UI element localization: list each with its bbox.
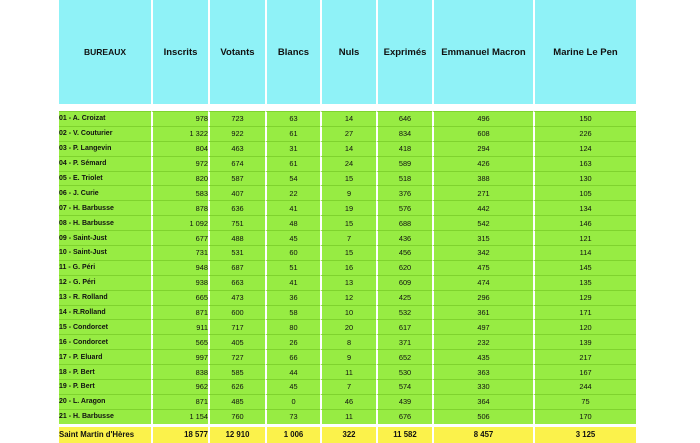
cell-bureau: 08 - H. Barbusse [59,215,151,230]
cell-le-pen: 167 [533,364,636,379]
header-row [59,0,636,104]
cell-inscrits: 997 [151,349,208,364]
table-row [59,275,636,290]
cell-exprimes: 532 [376,305,432,320]
cell-exprimes: 646 [376,111,432,126]
cell-votants: 723 [208,111,265,126]
cell-macron: 232 [432,334,533,349]
cell-blancs: 66 [265,349,320,364]
cell-inscrits: 948 [151,260,208,275]
cell-exprimes: 617 [376,319,432,334]
cell-blancs: 41 [265,275,320,290]
cell-votants: 922 [208,126,265,141]
cell-exprimes: 576 [376,200,432,215]
cell-le-pen: 170 [533,409,636,424]
table-row [59,260,636,275]
cell-macron: 271 [432,185,533,200]
cell-inscrits: 978 [151,111,208,126]
cell-macron: 506 [432,409,533,424]
cell-nuls: 7 [320,230,376,245]
cell-inscrits: 1 322 [151,126,208,141]
cell-exprimes: 371 [376,334,432,349]
cell-nuls: 13 [320,275,376,290]
table-row [59,379,636,394]
cell-blancs: 44 [265,364,320,379]
cell-macron: 315 [432,230,533,245]
cell-nuls: 15 [320,171,376,186]
cell-votants: 600 [208,305,265,320]
cell-le-pen: 139 [533,334,636,349]
cell-macron: 435 [432,349,533,364]
cell-nuls: 9 [320,349,376,364]
cell-blancs: 41 [265,200,320,215]
header-bureaux: BUREAUX [59,0,151,104]
table-row [59,171,636,186]
cell-inscrits: 962 [151,379,208,394]
cell-votants: 717 [208,319,265,334]
cell-bureau: 03 - P. Langevin [59,141,151,156]
cell-inscrits: 938 [151,275,208,290]
cell-blancs: 0 [265,394,320,409]
cell-exprimes: 456 [376,245,432,260]
cell-bureau: 02 - V. Couturier [59,126,151,141]
cell-exprimes: 518 [376,171,432,186]
table-row [59,394,636,409]
cell-bureau: 17 - P. Eluard [59,349,151,364]
cell-nuls: 14 [320,141,376,156]
table-row [59,290,636,305]
cell-blancs: 73 [265,409,320,424]
cell-le-pen: 105 [533,185,636,200]
cell-macron: 474 [432,275,533,290]
cell-macron: 364 [432,394,533,409]
cell-votants: 585 [208,364,265,379]
cell-bureau: 04 - P. Sémard [59,156,151,171]
total-nuls: 322 [320,424,376,443]
cell-macron: 342 [432,245,533,260]
cell-nuls: 16 [320,260,376,275]
cell-votants: 488 [208,230,265,245]
table-row [59,245,636,260]
cell-blancs: 61 [265,156,320,171]
cell-exprimes: 574 [376,379,432,394]
cell-bureau: 11 - G. Péri [59,260,151,275]
cell-macron: 542 [432,215,533,230]
cell-nuls: 10 [320,305,376,320]
cell-exprimes: 436 [376,230,432,245]
table-row [59,409,636,424]
cell-exprimes: 418 [376,141,432,156]
cell-inscrits: 1 154 [151,409,208,424]
cell-inscrits: 911 [151,319,208,334]
cell-votants: 674 [208,156,265,171]
cell-macron: 361 [432,305,533,320]
cell-nuls: 9 [320,185,376,200]
cell-votants: 407 [208,185,265,200]
cell-macron: 296 [432,290,533,305]
cell-blancs: 36 [265,290,320,305]
cell-exprimes: 834 [376,126,432,141]
header-blancs: Blancs [265,0,320,104]
cell-nuls: 27 [320,126,376,141]
cell-bureau: 10 - Saint-Just [59,245,151,260]
cell-inscrits: 1 092 [151,215,208,230]
cell-bureau: 19 - P. Bert [59,379,151,394]
cell-blancs: 45 [265,230,320,245]
cell-macron: 497 [432,319,533,334]
cell-blancs: 63 [265,111,320,126]
cell-le-pen: 244 [533,379,636,394]
table-row [59,200,636,215]
cell-nuls: 46 [320,394,376,409]
table-row [59,349,636,364]
cell-macron: 426 [432,156,533,171]
results-table [59,0,636,443]
cell-inscrits: 838 [151,364,208,379]
cell-bureau: 06 - J. Curie [59,185,151,200]
cell-bureau: 12 - G. Péri [59,275,151,290]
cell-inscrits: 804 [151,141,208,156]
cell-inscrits: 878 [151,200,208,215]
cell-le-pen: 135 [533,275,636,290]
cell-macron: 608 [432,126,533,141]
cell-le-pen: 217 [533,349,636,364]
cell-blancs: 45 [265,379,320,394]
cell-blancs: 22 [265,185,320,200]
cell-votants: 687 [208,260,265,275]
cell-macron: 388 [432,171,533,186]
cell-nuls: 20 [320,319,376,334]
cell-inscrits: 583 [151,185,208,200]
cell-inscrits: 677 [151,230,208,245]
cell-macron: 475 [432,260,533,275]
cell-bureau: 16 - Condorcet [59,334,151,349]
cell-blancs: 60 [265,245,320,260]
cell-exprimes: 688 [376,215,432,230]
cell-inscrits: 871 [151,305,208,320]
cell-le-pen: 75 [533,394,636,409]
cell-bureau: 01 - A. Croizat [59,111,151,126]
cell-le-pen: 120 [533,319,636,334]
cell-macron: 363 [432,364,533,379]
cell-exprimes: 652 [376,349,432,364]
total-inscrits: 18 577 [151,424,208,443]
cell-le-pen: 114 [533,245,636,260]
cell-inscrits: 871 [151,394,208,409]
table-body [59,111,636,424]
cell-blancs: 48 [265,215,320,230]
cell-nuls: 14 [320,111,376,126]
header-inscrits: Inscrits [151,0,208,104]
cell-le-pen: 226 [533,126,636,141]
table-row [59,215,636,230]
cell-nuls: 8 [320,334,376,349]
total-label: Saint Martin d'Hères [59,424,151,443]
cell-inscrits: 820 [151,171,208,186]
cell-votants: 485 [208,394,265,409]
cell-votants: 463 [208,141,265,156]
cell-nuls: 7 [320,379,376,394]
cell-le-pen: 171 [533,305,636,320]
cell-le-pen: 124 [533,141,636,156]
cell-le-pen: 121 [533,230,636,245]
cell-nuls: 24 [320,156,376,171]
cell-votants: 626 [208,379,265,394]
cell-le-pen: 130 [533,171,636,186]
cell-votants: 760 [208,409,265,424]
cell-exprimes: 589 [376,156,432,171]
cell-votants: 473 [208,290,265,305]
cell-blancs: 54 [265,171,320,186]
cell-nuls: 19 [320,200,376,215]
cell-macron: 442 [432,200,533,215]
cell-inscrits: 731 [151,245,208,260]
header-le-pen: Marine Le Pen [533,0,636,104]
cell-blancs: 51 [265,260,320,275]
cell-le-pen: 146 [533,215,636,230]
header-macron: Emmanuel Macron [432,0,533,104]
total-blancs: 1 006 [265,424,320,443]
cell-nuls: 11 [320,409,376,424]
cell-le-pen: 145 [533,260,636,275]
cell-votants: 531 [208,245,265,260]
cell-nuls: 15 [320,215,376,230]
cell-le-pen: 150 [533,111,636,126]
cell-nuls: 11 [320,364,376,379]
cell-nuls: 12 [320,290,376,305]
table-row [59,156,636,171]
cell-le-pen: 163 [533,156,636,171]
cell-exprimes: 425 [376,290,432,305]
total-macron: 8 457 [432,424,533,443]
cell-votants: 663 [208,275,265,290]
cell-exprimes: 620 [376,260,432,275]
cell-macron: 294 [432,141,533,156]
table-row [59,319,636,334]
cell-le-pen: 134 [533,200,636,215]
cell-votants: 751 [208,215,265,230]
cell-blancs: 80 [265,319,320,334]
table-row [59,111,636,126]
table-row [59,364,636,379]
table-row [59,185,636,200]
cell-exprimes: 530 [376,364,432,379]
cell-exprimes: 676 [376,409,432,424]
cell-nuls: 15 [320,245,376,260]
cell-bureau: 14 - R.Rolland [59,305,151,320]
cell-le-pen: 129 [533,290,636,305]
cell-bureau: 20 - L. Aragon [59,394,151,409]
header-exprimes: Exprimés [376,0,432,104]
cell-votants: 587 [208,171,265,186]
header-spacer [59,104,636,111]
cell-inscrits: 665 [151,290,208,305]
cell-votants: 727 [208,349,265,364]
cell-bureau: 18 - P. Bert [59,364,151,379]
cell-inscrits: 565 [151,334,208,349]
cell-exprimes: 439 [376,394,432,409]
cell-blancs: 58 [265,305,320,320]
cell-exprimes: 609 [376,275,432,290]
cell-macron: 496 [432,111,533,126]
total-le-pen: 3 125 [533,424,636,443]
total-exprimes: 11 582 [376,424,432,443]
cell-blancs: 61 [265,126,320,141]
cell-votants: 636 [208,200,265,215]
cell-inscrits: 972 [151,156,208,171]
cell-blancs: 31 [265,141,320,156]
cell-bureau: 13 - R. Rolland [59,290,151,305]
cell-bureau: 09 - Saint-Just [59,230,151,245]
table-row [59,230,636,245]
header-votants: Votants [208,0,265,104]
header-nuls: Nuls [320,0,376,104]
cell-bureau: 07 - H. Barbusse [59,200,151,215]
cell-blancs: 26 [265,334,320,349]
cell-votants: 405 [208,334,265,349]
cell-bureau: 21 - H. Barbusse [59,409,151,424]
cell-exprimes: 376 [376,185,432,200]
total-votants: 12 910 [208,424,265,443]
table-row [59,141,636,156]
cell-macron: 330 [432,379,533,394]
cell-bureau: 05 - E. Triolet [59,171,151,186]
cell-bureau: 15 - Condorcet [59,319,151,334]
table-row [59,305,636,320]
table-row [59,126,636,141]
total-row [59,424,636,443]
table-row [59,334,636,349]
